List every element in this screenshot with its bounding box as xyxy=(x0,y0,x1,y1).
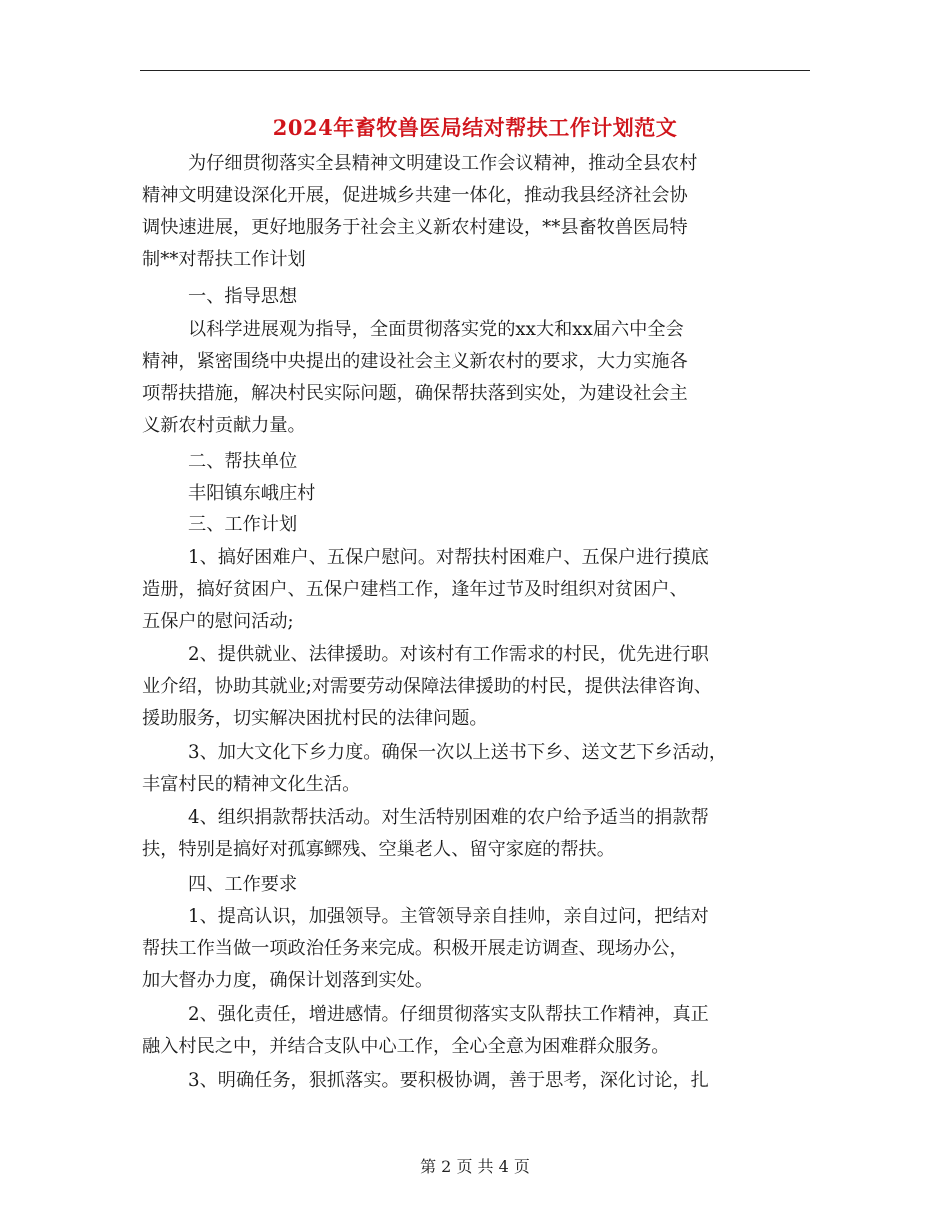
section-heading: 二、帮扶单位 xyxy=(188,451,298,472)
body-line: 丰阳镇东峨庄村 xyxy=(188,483,316,504)
body-line: 精神文明建设深化开展，促进城乡共建一体化，推动我县经济社会协 xyxy=(142,185,688,206)
body-line: 2、强化责任，增进感情。仔细贯彻落实支队帮扶工作精神，真正 xyxy=(188,1004,709,1025)
body-line: 业介绍，协助其就业;对需要劳动保障法律援助的村民，提供法律咨询、 xyxy=(142,676,712,697)
body-line: 以科学进展观为指导，全面贯彻落实党的xx大和xx届六中全会 xyxy=(188,319,684,340)
body-line: 造册，搞好贫困户、五保户建档工作，逢年过节及时组织对贫困户、 xyxy=(142,579,688,600)
section-heading: 三、工作计划 xyxy=(188,514,298,535)
page-footer: 第 2 页 共 4 页 xyxy=(420,1157,530,1176)
body-line: 1、提高认识，加强领导。主管领导亲自挂帅，亲自过问，把结对 xyxy=(188,906,709,927)
body-line: 融入村民之中，并结合支队中心工作，全心全意为困难群众服务。 xyxy=(142,1036,670,1057)
body-line: 3、加大文化下乡力度。确保一次以上送书下乡、送文艺下乡活动， xyxy=(188,742,728,763)
body-line: 2、提供就业、法律援助。对该村有工作需求的村民，优先进行职 xyxy=(188,644,709,665)
body-line: 制**对帮扶工作计划 xyxy=(142,249,306,270)
document-title: 2024年畜牧兽医局结对帮扶工作计划范文 xyxy=(272,115,678,140)
section-heading: 一、指导思想 xyxy=(188,286,298,307)
header-rule xyxy=(140,70,810,71)
body-line: 3、明确任务，狠抓落实。要积极协调，善于思考，深化讨论，扎 xyxy=(188,1070,709,1091)
section-heading: 四、工作要求 xyxy=(188,874,298,895)
body-line: 为仔细贯彻落实全县精神文明建设工作会议精神，推动全县农村 xyxy=(188,153,698,174)
body-line: 扶，特别是搞好对孤寡鳏残、空巢老人、留守家庭的帮扶。 xyxy=(142,839,615,860)
body-line: 1、搞好困难户、五保户慰问。对帮扶村困难户、五保户进行摸底 xyxy=(188,547,709,568)
body-line: 五保户的慰问活动; xyxy=(142,611,294,632)
body-line: 义新农村贡献力量。 xyxy=(142,415,306,436)
body-line: 帮扶工作当做一项政治任务来完成。积极开展走访调查、现场办公， xyxy=(142,938,688,959)
body-line: 项帮扶措施，解决村民实际问题，确保帮扶落到实处，为建设社会主 xyxy=(142,383,688,404)
body-line: 援助服务，切实解决困扰村民的法律问题。 xyxy=(142,708,488,729)
body-line: 丰富村民的精神文化生活。 xyxy=(142,774,361,795)
body-line: 加大督办力度，确保计划落到实处。 xyxy=(142,970,434,991)
body-line: 调快速进展，更好地服务于社会主义新农村建设，**县畜牧兽医局特 xyxy=(142,217,688,238)
body-line: 精神，紧密围绕中央提出的建设社会主义新农村的要求，大力实施各 xyxy=(142,351,688,372)
body-line: 4、组织捐款帮扶活动。对生活特别困难的农户给予适当的捐款帮 xyxy=(188,807,709,828)
